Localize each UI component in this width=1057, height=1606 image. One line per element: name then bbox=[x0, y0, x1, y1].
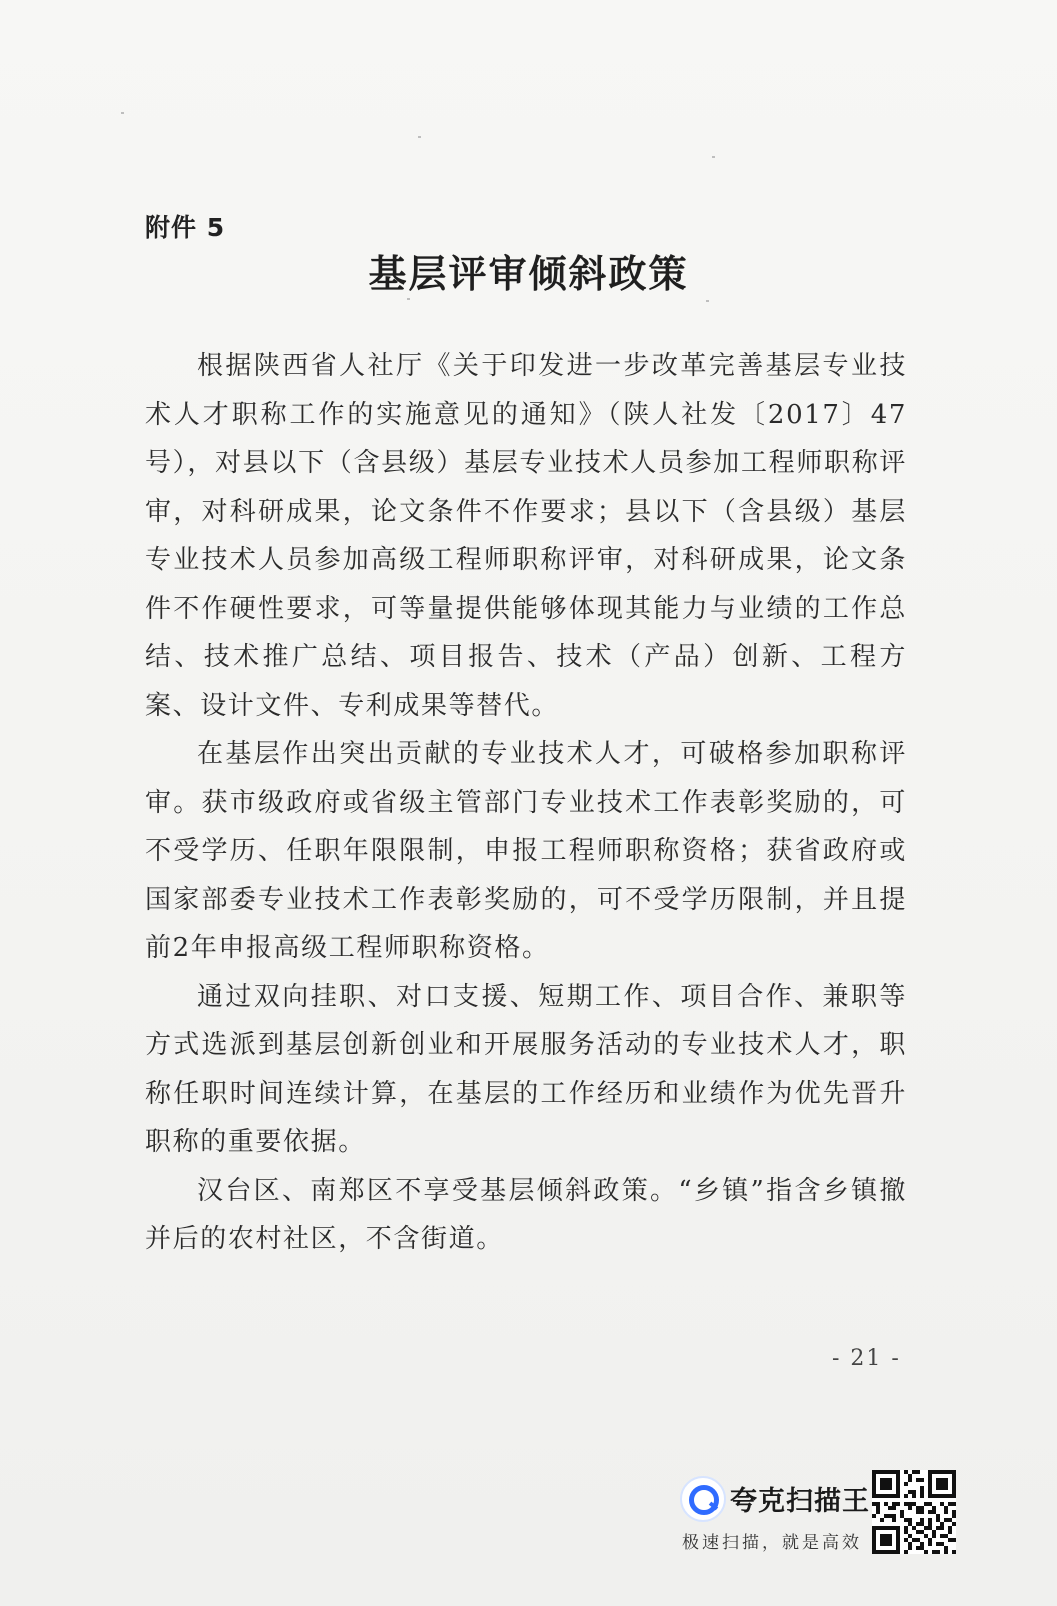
qr-code-icon bbox=[872, 1470, 956, 1554]
scan-speck bbox=[121, 112, 124, 114]
scan-speck bbox=[407, 298, 410, 300]
document-title: 基层评审倾斜政策 bbox=[368, 251, 689, 296]
paragraph: 在基层作出突出贡献的专业技术人才，可破格参加职称评审。获市级政府或省级主管部门专业技术工作表彰奖励的，可不受学历、任职年限限制，申报工程师职称资格；获省政府或国家部委专业技术工作表彰奖励的，可不受学历限制，并且提前2年申报高级工程师职称资格。 bbox=[145, 739, 907, 963]
scanner-watermark bbox=[676, 1476, 870, 1566]
document-body bbox=[145, 342, 907, 1264]
page-number: - 21 - bbox=[832, 1346, 901, 1371]
paragraph: 通过双向挂职、对口支援、短期工作、项目合作、兼职等方式选派到基层创新创业和开展服务活动的专业技术人才，职称任职时间连续计算，在基层的工作经历和业绩作为优先晋升职称的重要依据。 bbox=[145, 981, 907, 1157]
scan-speck bbox=[418, 136, 421, 138]
brand-slogan: 极速扫描，就是高效 bbox=[682, 1533, 862, 1553]
scan-speck bbox=[712, 156, 715, 158]
brand-name: 夸克扫描王 bbox=[730, 1486, 870, 1517]
quark-logo-icon bbox=[680, 1476, 726, 1522]
scan-speck bbox=[706, 300, 709, 302]
paragraph: 汉台区、南郑区不享受基层倾斜政策。“乡镇”指含乡镇撤并后的农村社区，不含街道。 bbox=[145, 1175, 907, 1254]
paragraph: 根据陕西省人社厅《关于印发进一步改革完善基层专业技术人才职称工作的实施意见的通知》（陕人社发〔2017〕47号），对县以下（含县级）基层专业技术人员参加工程师职称评审，对科研成果，论文条件不作要求；县以下（含县级）基层专业技术人员参加高级工程师职称评审，对科研成果，论文条件不作硬性要求，可等量提供能够体现其能力与业绩的工作总结、技术推广总结、项目报告、技术（产品）创新、工程方案、设计文件、专利成果等替代。 bbox=[145, 351, 907, 721]
attachment-label: 附件 5 bbox=[145, 213, 226, 242]
